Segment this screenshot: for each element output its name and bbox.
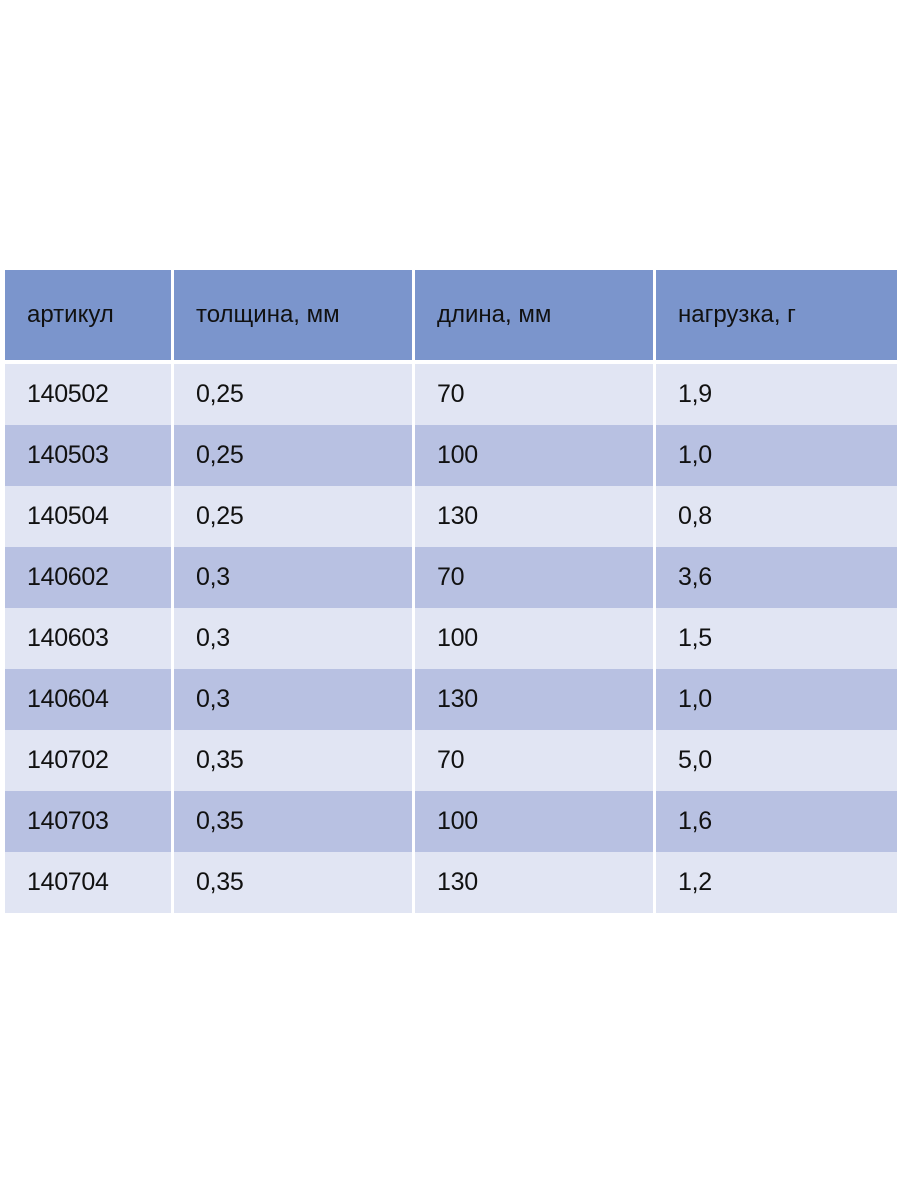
cell-thickness: 0,3 — [174, 669, 412, 730]
cell-article: 140602 — [5, 547, 171, 608]
cell-load: 1,9 — [656, 364, 897, 425]
cell-article: 140604 — [5, 669, 171, 730]
cell-length: 100 — [415, 608, 653, 669]
cell-length: 100 — [415, 791, 653, 852]
cell-article: 140502 — [5, 364, 171, 425]
cell-thickness: 0,25 — [174, 364, 412, 425]
cell-load: 3,6 — [656, 547, 897, 608]
cell-thickness: 0,25 — [174, 486, 412, 547]
cell-article: 140704 — [5, 852, 171, 913]
cell-article: 140503 — [5, 425, 171, 486]
header-length: длина, мм — [415, 270, 653, 364]
table-row — [5, 852, 897, 913]
cell-length: 70 — [415, 364, 653, 425]
cell-article: 140603 — [5, 608, 171, 669]
spec-table-container — [5, 270, 900, 913]
cell-load: 1,0 — [656, 669, 897, 730]
header-row — [5, 270, 897, 364]
cell-load: 1,0 — [656, 425, 897, 486]
table-row — [5, 669, 897, 730]
cell-load: 1,2 — [656, 852, 897, 913]
header-load: нагрузка, г — [656, 270, 897, 364]
cell-length: 70 — [415, 730, 653, 791]
table-row — [5, 608, 897, 669]
header-article: артикул — [5, 270, 171, 364]
cell-load: 0,8 — [656, 486, 897, 547]
table-row — [5, 486, 897, 547]
cell-load: 1,5 — [656, 608, 897, 669]
cell-thickness: 0,35 — [174, 852, 412, 913]
cell-length: 100 — [415, 425, 653, 486]
table-body — [5, 364, 897, 913]
header-thickness: толщина, мм — [174, 270, 412, 364]
table-row — [5, 364, 897, 425]
cell-thickness: 0,3 — [174, 547, 412, 608]
table-row — [5, 791, 897, 852]
cell-length: 130 — [415, 486, 653, 547]
cell-load: 1,6 — [656, 791, 897, 852]
cell-thickness: 0,35 — [174, 730, 412, 791]
cell-thickness: 0,35 — [174, 791, 412, 852]
cell-length: 130 — [415, 669, 653, 730]
cell-length: 130 — [415, 852, 653, 913]
table-row — [5, 547, 897, 608]
cell-thickness: 0,3 — [174, 608, 412, 669]
spec-table — [2, 270, 900, 913]
cell-article: 140504 — [5, 486, 171, 547]
table-row — [5, 730, 897, 791]
cell-length: 70 — [415, 547, 653, 608]
cell-thickness: 0,25 — [174, 425, 412, 486]
table-row — [5, 425, 897, 486]
cell-article: 140703 — [5, 791, 171, 852]
cell-load: 5,0 — [656, 730, 897, 791]
table-header — [5, 270, 897, 364]
cell-article: 140702 — [5, 730, 171, 791]
